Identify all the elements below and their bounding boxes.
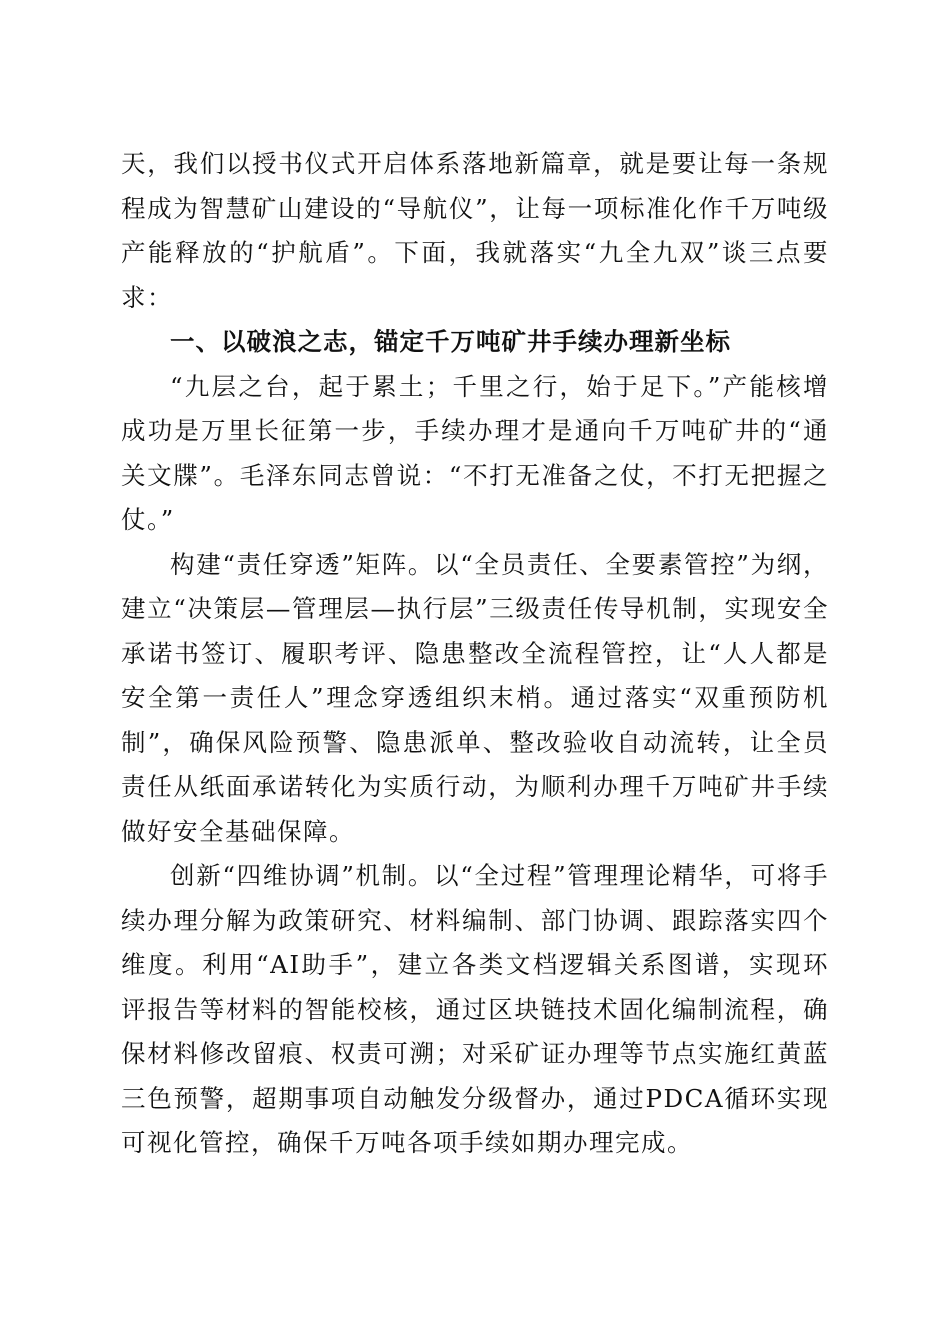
responsibility-paragraph: 构建“责任穿透”矩阵。以“全员责任、全要素管控”为纲，建立“决策层—管理层—执行层”三级责任传导机制，实现安全承诺书签订、履职考评、隐患整改全流程管控，让“人人都是安全第一责任人”理念穿透组织末梢。通过落实“双重预防机制”，确保风险预警、隐患派单、整改验收自动流转，让全员责任从纸面承诺转化为实质行动，为顺利办理千万吨矿井手续做好安全基础保障。 <box>121 549 829 846</box>
quote-paragraph: “九层之台，起于累土；千里之行，始于足下。”产能核增成功是万里长征第一步，手续办理才是通向千万吨矿井的“通关文牒”。毛泽东同志曾说：“不打无准备之仗，不打无把握之仗。” <box>121 371 829 534</box>
section-heading: 一、以破浪之志，锚定千万吨矿井手续办理新坐标 <box>170 327 731 356</box>
coordination-paragraph: 创新“四维协调”机制。以“全过程”管理理论精华，可将手续办理分解为政策研究、材料编制、部门协调、跟踪落实四个维度。利用“AI助手”，建立各类文档逻辑关系图谱，实现环评报告等材料的智能校核，通过区块链技术固化编制流程，确保材料修改留痕、权责可溯；对采矿证办理等节点实施红黄蓝三色预警，超期事项自动触发分级督办，通过PDCA循环实现可视化管控，确保千万吨各项手续如期办理完成。 <box>121 861 829 1157</box>
document-body <box>121 142 829 1166</box>
intro-paragraph: 天，我们以授书仪式开启体系落地新篇章，就是要让每一条规程成为智慧矿山建设的“导航仪”，让每一项标准化作千万吨级产能释放的“护航盾”。下面，我就落实“九全九双”谈三点要求： <box>121 149 829 312</box>
